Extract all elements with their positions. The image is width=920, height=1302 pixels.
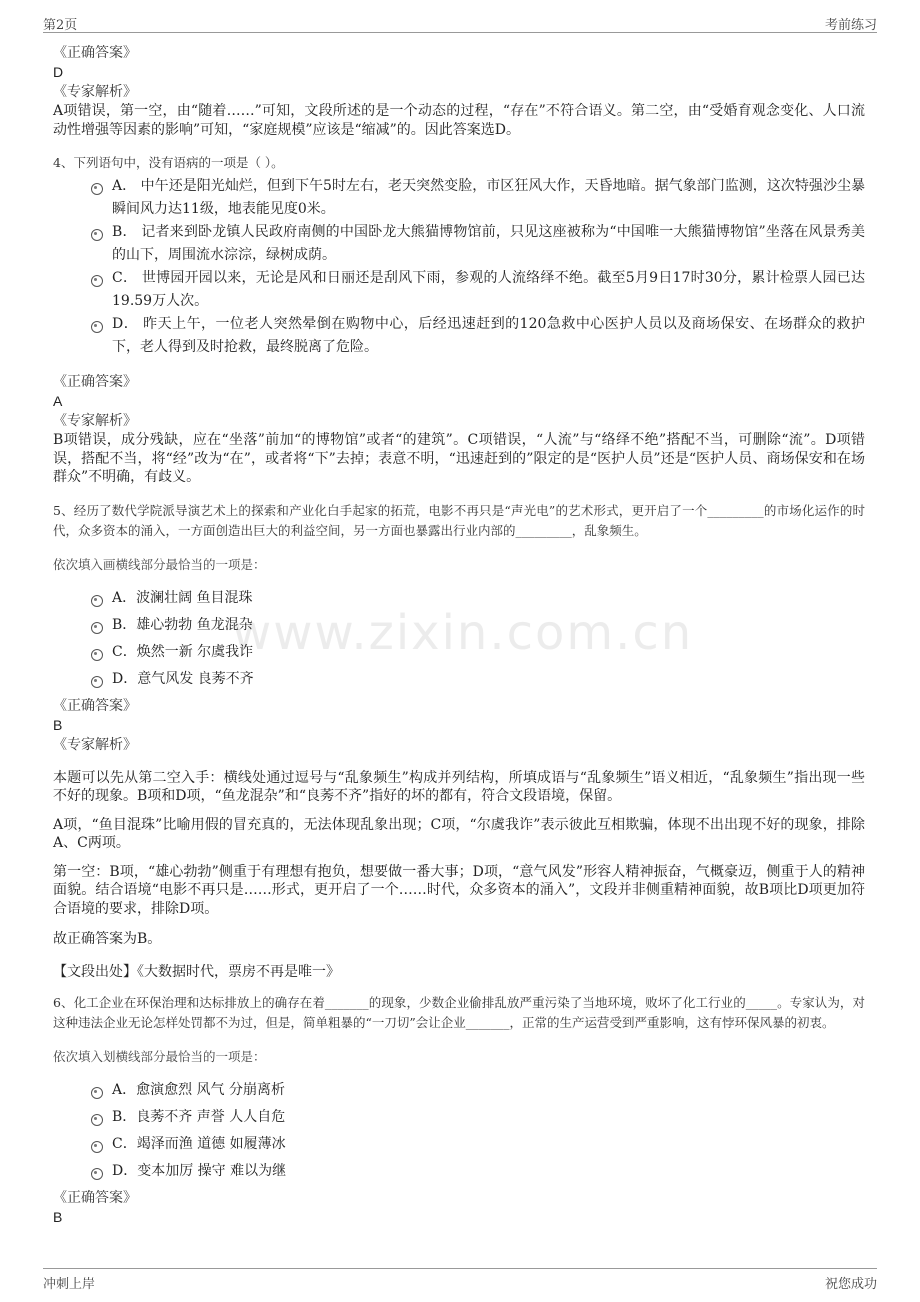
radio-icon[interactable] xyxy=(91,622,103,634)
option-c[interactable] xyxy=(91,267,865,313)
question-5 xyxy=(53,501,865,982)
radio-icon[interactable] xyxy=(91,1141,103,1153)
answer-value: B xyxy=(53,716,63,733)
analysis-text: A项错误，第一空，由“随着……”可知，文段所述的是一个动态的过程，“存在”不符合语义。第二空，由“受婚育观念变化、人口流动性增强等因素的影响”可知，“家庭规模”应该是“缩减”的。因此答案选D。 xyxy=(53,103,865,138)
analysis-paragraph: 本题可以先从第二空入手：横线处通过逗号与“乱象频生”构成并列结构，所填成语与“乱象频生”语义相近，“乱象频生”指出现一些不好的现象。B项和D项，“鱼龙混杂”和“良莠不齐”指好的坏的都有，符合文段语境，保留。 xyxy=(53,769,865,804)
analysis-paragraph: 故正确答案为B。 xyxy=(53,931,162,947)
radio-icon[interactable] xyxy=(91,649,103,661)
answer-section-1 xyxy=(53,44,865,139)
answer-value: A xyxy=(53,393,63,409)
option-text: B．良莠不齐 声誉 人人自危 xyxy=(112,1109,286,1125)
answer-value: B xyxy=(53,1209,63,1225)
option-d[interactable] xyxy=(91,1158,865,1185)
analysis-text: B项错误，成分残缺，应在“坐落”前加“的博物馆”或者“的建筑”。C项错误，“人流”与“络绎不绝”搭配不当，可删除“流”。D项错误，搭配不当，将“经”改为“在”，或者将“下”去掉；表意不明，“迅速赶到的”限定的是“医护人员”还是“医护人员、商场保安和在场群众”不明确，有歧义。 xyxy=(53,432,865,485)
footer-right-text: 祝您成功 xyxy=(824,1277,877,1292)
option-b[interactable] xyxy=(91,221,865,267)
option-c[interactable] xyxy=(91,639,865,666)
question-instruction: 依次填入画横线部分最恰当的一项是： xyxy=(53,556,266,572)
option-text: B． 记者来到卧龙镇人民政府南侧的中国卧龙大熊猫博物馆前，只见这座被称为“中国唯一大熊猫博物馆”坐落在风景秀美的山下，周围流水淙淙，绿树成荫。 xyxy=(112,224,865,263)
footer-left-text: 冲刺上岸 xyxy=(43,1277,96,1292)
option-a[interactable] xyxy=(91,1077,865,1104)
question-instruction: 依次填入划横线部分最恰当的一项是： xyxy=(53,1049,266,1064)
source-line: 【文段出处】《大数据时代，票房不再是唯一》 xyxy=(53,963,340,980)
question-stem: 4、下列语句中，没有语病的一项是（ ）。 xyxy=(53,155,284,170)
option-text: B．雄心勃勃 鱼龙混杂 xyxy=(112,616,253,633)
page-header xyxy=(43,12,877,33)
analysis-label: 《专家解析》 xyxy=(53,736,137,753)
question-stem: 6、化工企业在环保治理和达标排放上的确存在着_______的现象，少数企业偷排乱放严重污染了当地环境，败坏了化工行业的_____。专家认为，对这种违法企业无论怎样处罚都不为过，但是，简单粗暴的“一刀切”会让企业_______，正常的生产运营受到严重影响，这有悖环保风暴的初衷。 xyxy=(53,995,865,1030)
option-a[interactable] xyxy=(91,585,865,612)
radio-icon[interactable] xyxy=(91,595,103,607)
option-c[interactable] xyxy=(91,1131,865,1158)
answer-label: 《正确答案》 xyxy=(53,1190,137,1206)
option-text: C． 世博园开园以来，无论是风和日丽还是刮风下雨，参观的人流络绎不绝。截至5月9日17时30分，累计检票人园已达19.59万人次。 xyxy=(112,270,865,309)
radio-icon[interactable] xyxy=(91,1168,103,1180)
page-footer xyxy=(43,1268,877,1291)
answer-value: D xyxy=(53,64,64,80)
header-title: 考前练习 xyxy=(824,18,877,33)
radio-icon[interactable] xyxy=(91,321,103,333)
page-number: 第2页 xyxy=(43,18,78,33)
option-text: A．波澜壮阔 鱼目混珠 xyxy=(112,589,253,606)
page-content xyxy=(53,44,865,1228)
option-b[interactable] xyxy=(91,1104,865,1131)
radio-icon[interactable] xyxy=(91,183,103,195)
watermark: www.zixin.com.cn xyxy=(232,605,694,661)
option-text: C．焕然一新 尔虞我诈 xyxy=(112,643,254,660)
option-text: A．愈演愈烈 风气 分崩离析 xyxy=(112,1082,286,1098)
analysis-paragraph: 第一空：B项，“雄心勃勃”侧重于有理想有抱负，想要做一番大事；D项，“意气风发”形容人精神振奋，气概豪迈，侧重于人的精神面貌。结合语境“电影不再只是……形式，更开启了一个……时代，众多资本的涌入”，文段并非侧重精神面貌，故B项比D项更加符合语境的要求，排除D项。 xyxy=(53,863,865,917)
option-d[interactable] xyxy=(91,666,865,693)
option-a[interactable] xyxy=(91,175,865,221)
option-text: D． 昨天上午，一位老人突然晕倒在购物中心，后经迅速赶到的120急救中心医护人员以及商场保安、在场群众的救护下，老人得到及时抢救，最终脱离了危险。 xyxy=(112,316,865,355)
analysis-label: 《专家解析》 xyxy=(53,84,137,100)
option-text: D．意气风发 良莠不齐 xyxy=(112,670,254,687)
radio-icon[interactable] xyxy=(91,229,103,241)
answer-label: 《正确答案》 xyxy=(53,45,137,61)
analysis-label: 《专家解析》 xyxy=(53,413,137,429)
radio-icon[interactable] xyxy=(91,676,103,688)
option-text: C．竭泽而渔 道德 如履薄冰 xyxy=(112,1136,286,1152)
option-text: D．变本加厉 操守 难以为继 xyxy=(112,1163,287,1179)
answer-label: 《正确答案》 xyxy=(53,697,137,714)
analysis-paragraph: A项，“鱼目混珠”比喻用假的冒充真的，无法体现乱象出现；C项，“尔虞我诈”表示彼此互相欺骗，体现不出出现不好的现象，排除A、C两项。 xyxy=(53,816,865,851)
question-6 xyxy=(53,993,865,1226)
answer-label: 《正确答案》 xyxy=(53,374,137,390)
radio-icon[interactable] xyxy=(91,1114,103,1126)
option-text: A． 中午还是阳光灿烂，但到下午5时左右，老天突然变脸，市区狂风大作，天昏地暗。据气象部门监测，这次特强沙尘暴瞬间风力达11级，地表能见度0米。 xyxy=(112,178,865,217)
radio-icon[interactable] xyxy=(91,1087,103,1099)
question-stem: 5、经历了数代学院派导演艺术上的探索和产业化白手起家的拓荒，电影不再只是“声光电”的艺术形式，更开启了一个_________的市场化运作的时代，众多资本的涌入，一方面创造出巨大的利益空间，另一方面也暴露出行业内部的_________，乱象频生。 xyxy=(53,502,865,538)
option-d[interactable] xyxy=(91,313,865,359)
option-b[interactable] xyxy=(91,612,865,639)
radio-icon[interactable] xyxy=(91,275,103,287)
question-4 xyxy=(53,153,865,487)
